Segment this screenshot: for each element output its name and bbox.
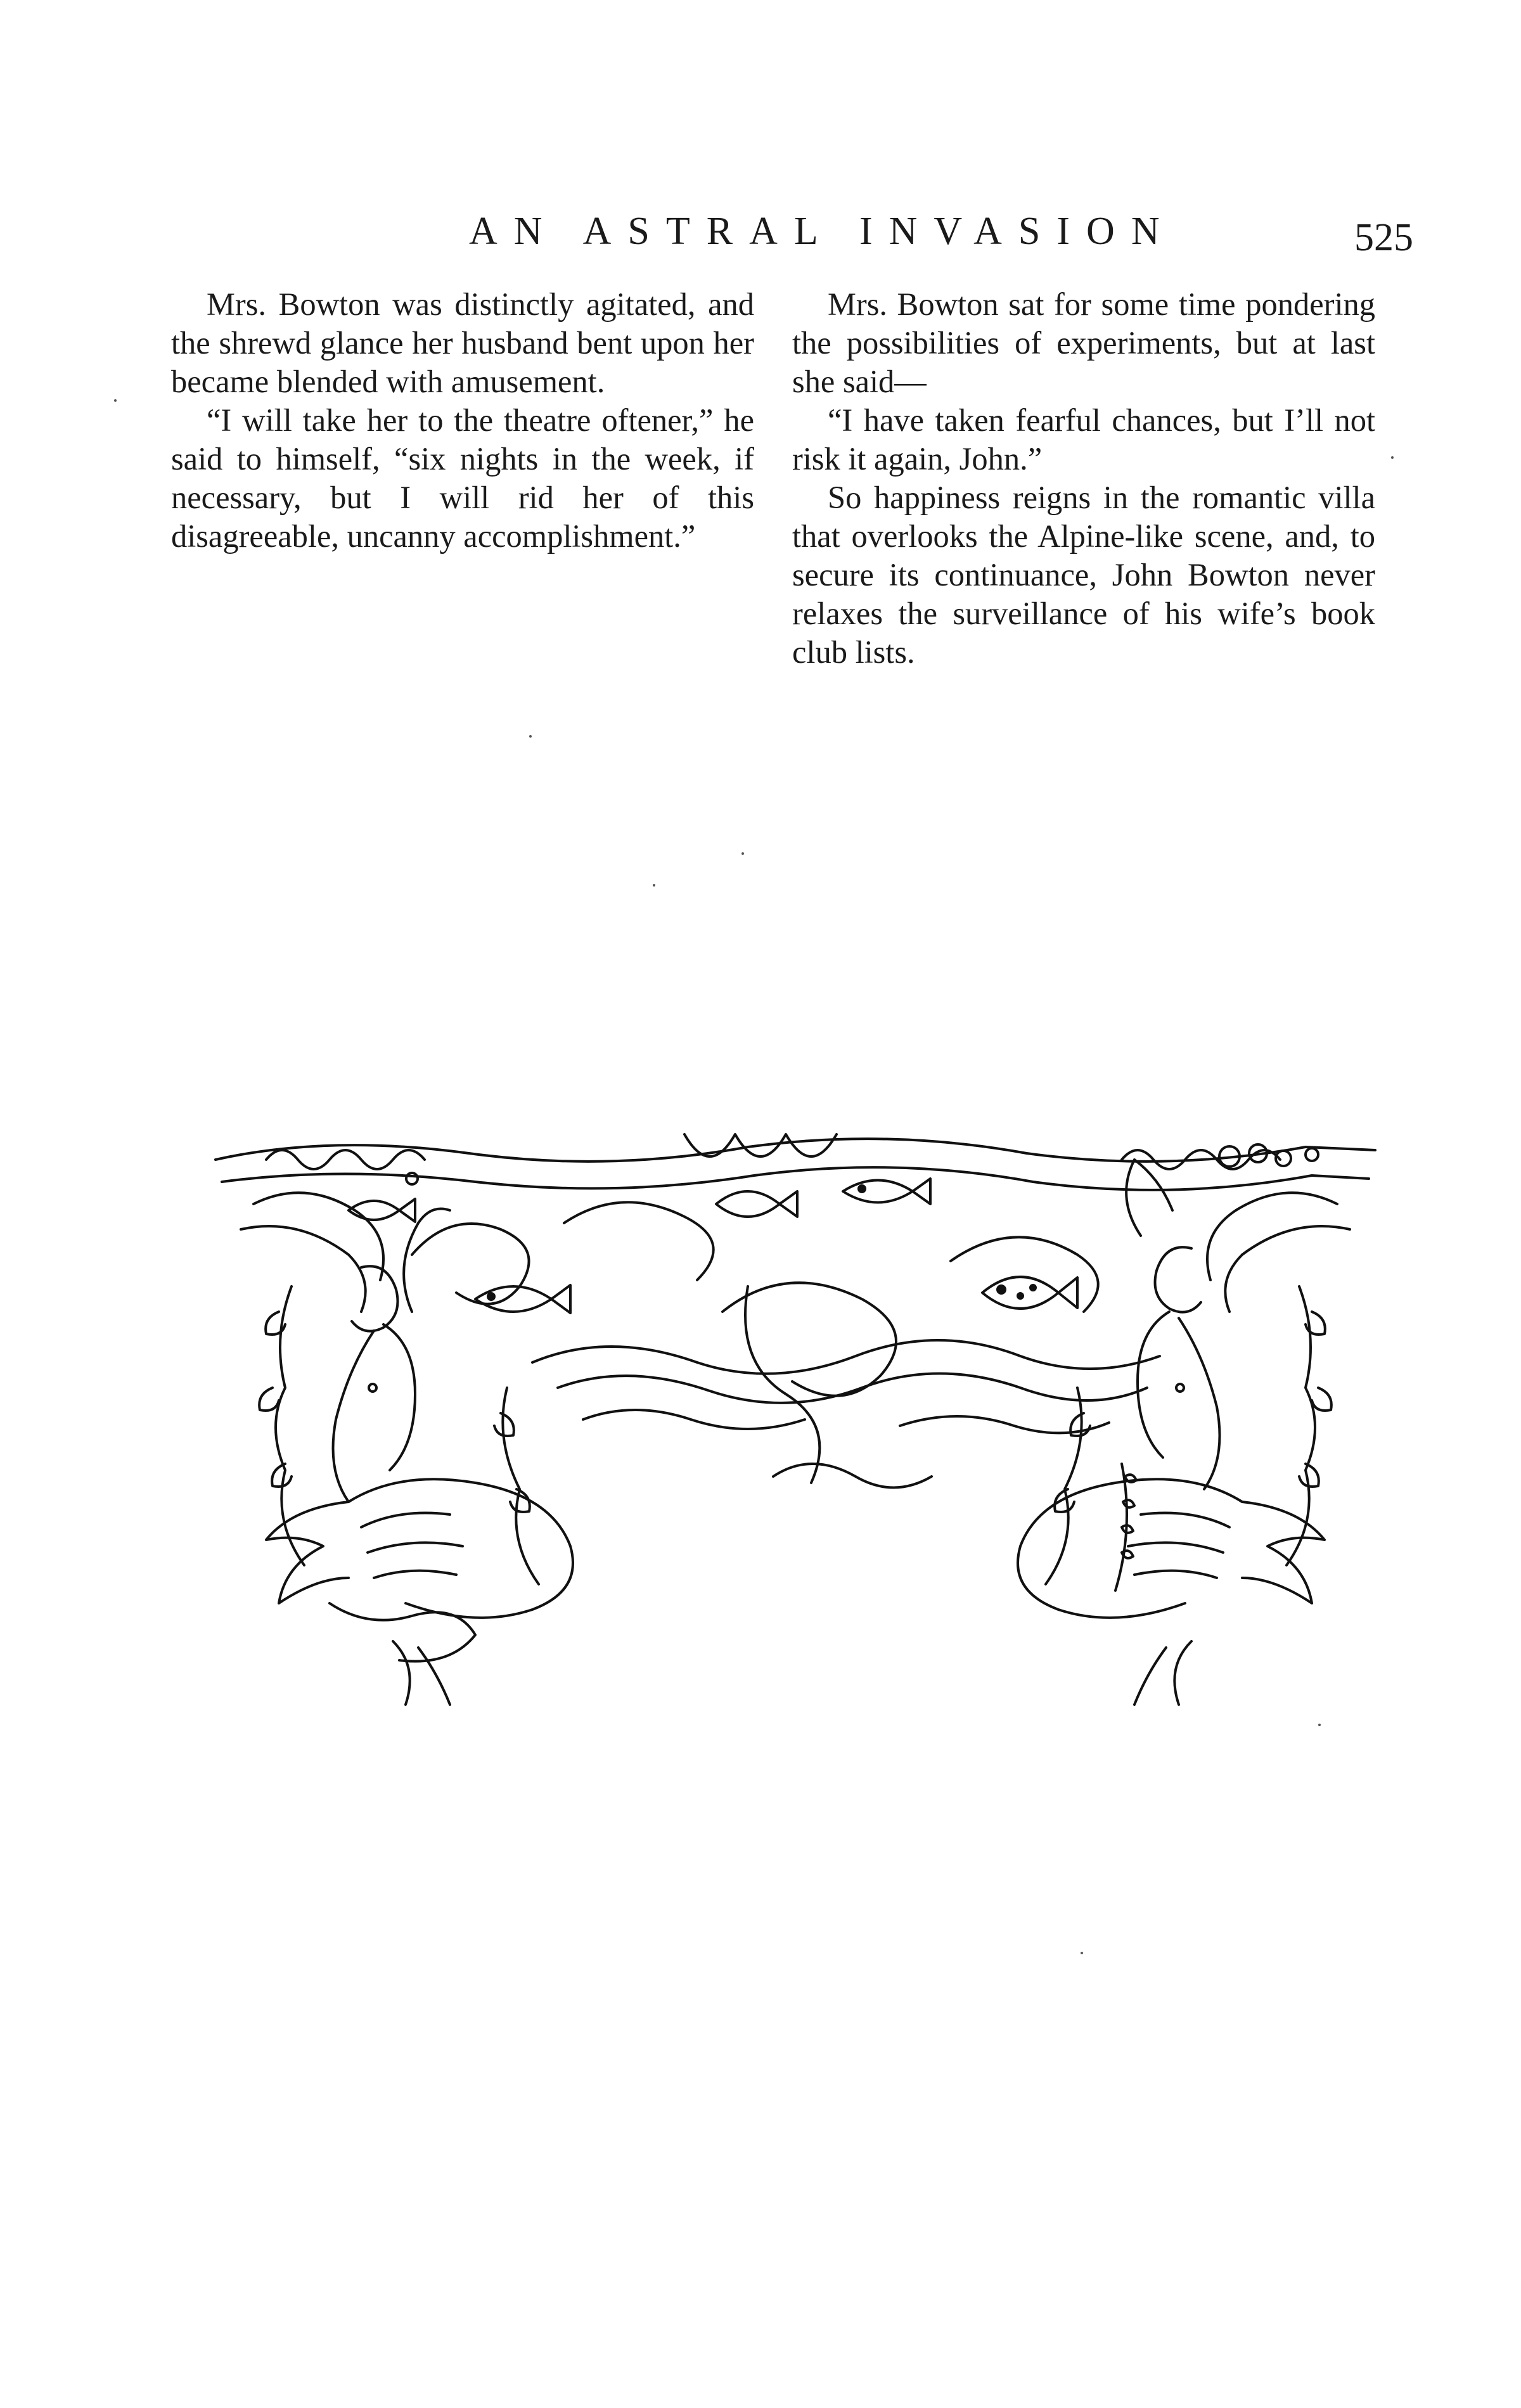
paragraph: “I have taken fearful chances, but I’ll not risk it again, John.”	[792, 402, 1375, 477]
paragraph: “I will take her to the theatre oftener,” he said to himself, “six nights in the week, if necessary, but I will rid her of this disagreeable, uncanny accomplishment.”	[171, 402, 754, 554]
paragraph: So happiness reigns in the romantic villa that overlooks the Alpine-like scene, and, to secure its continuance, John Bowton never relaxes the surveillance of his wife’s book club lists.	[792, 480, 1375, 670]
paper-speck	[114, 399, 117, 402]
paragraph: Mrs. Bowton sat for some time pondering the possibilities of experiments, but at last she said—	[792, 286, 1375, 399]
left-mermaid	[241, 1193, 573, 1705]
paper-speck	[653, 884, 655, 887]
paper-speck	[741, 852, 744, 855]
left-column	[171, 285, 754, 556]
paragraph: Mrs. Bowton was distinctly agitated, and the shrewd glance her husband bent upon her became blended with amusement.	[171, 286, 754, 399]
paper-speck	[529, 735, 532, 738]
page-number: 525	[1354, 216, 1413, 259]
running-head	[0, 209, 1521, 266]
top-border-band	[215, 1134, 1375, 1190]
paper-speck	[1318, 1724, 1321, 1726]
wave-scrolls	[412, 1202, 1160, 1487]
right-column	[792, 285, 1375, 672]
paper-speck	[1081, 1952, 1083, 1954]
running-title: AN ASTRAL INVASION	[469, 210, 1176, 253]
paper-speck	[1391, 456, 1394, 459]
mermaid-tailpiece-illustration	[203, 1122, 1388, 1724]
